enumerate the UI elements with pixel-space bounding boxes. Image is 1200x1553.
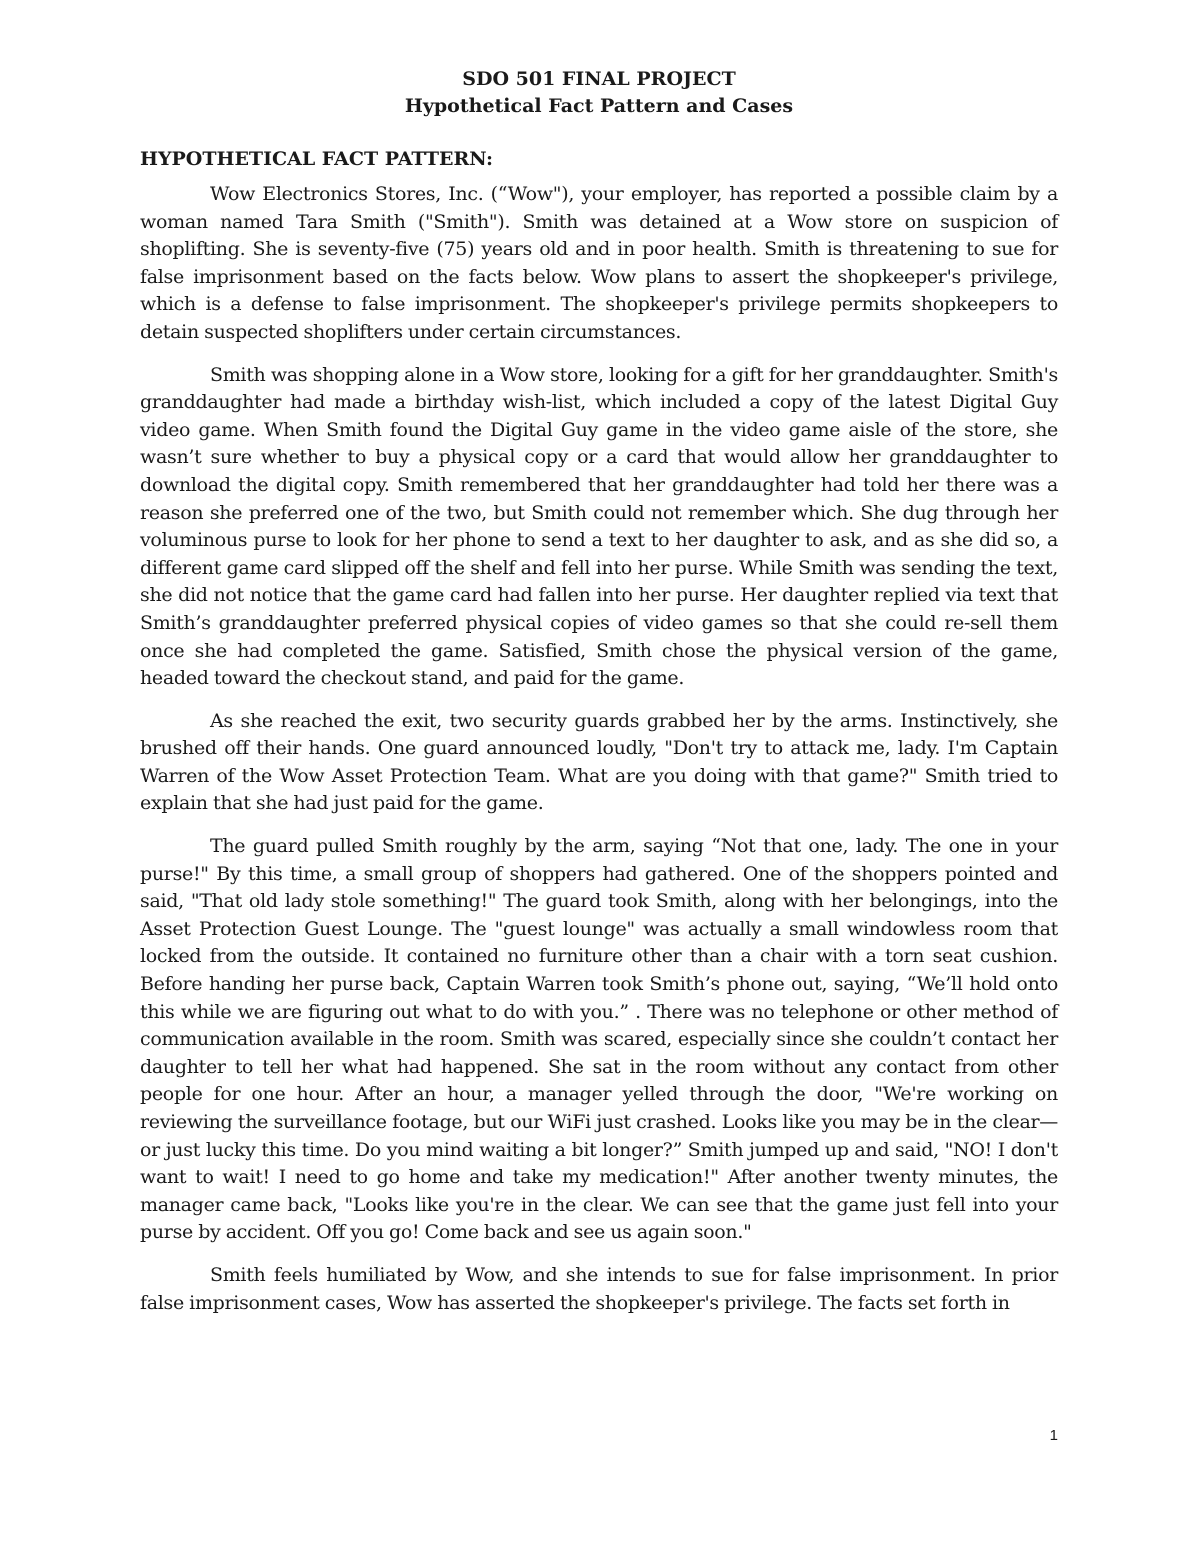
document-body	[140, 181, 1058, 1317]
section-heading: HYPOTHETICAL FACT PATTERN:	[140, 148, 493, 170]
paragraph-1: Wow Electronics Stores, Inc. (“Wow"), your employer, has reported a possible claim by a woman named Tara Smith ("Smith"). Smith was detained at a Wow store on suspicion of shoplifting. She is seventy-five (75) years old and in poor health. Smith is threatening to sue for false imprisonment based on the facts below. Wow plans to assert the shopkeeper's privilege, which is a defense to false imprisonment. The shopkeeper's privilege permits shopkeepers to detain suspected shoplifters under certain circumstances.	[140, 183, 1058, 343]
document-title: SDO 501 FINAL PROJECT	[462, 68, 736, 90]
document-header	[140, 66, 1058, 120]
document-subtitle: Hypothetical Fact Pattern and Cases	[404, 95, 794, 117]
paragraph-4: The guard pulled Smith roughly by the arm, saying “Not that one, lady. The one in your purse!" By this time, a small group of shoppers had gathered. One of the shoppers pointed and said, "That old lady stole something!" The guard took Smith, along with her belongings, into the Asset Protection Guest Lounge. The "guest lounge" was actually a small windowless room that locked from the outside. It contained no furniture other than a chair with a torn seat cushion. Before handing her purse back, Captain Warren took Smith’s phone out, saying, “We’ll hold onto this while we are figuring out what to do with you.” . There was no telephone or other method of communication available in the room. Smith was scared, especially since she couldn’t contact her daughter to tell her what had happened. She sat in the room without any contact from other people for one hour. After an hour, a manager yelled through the door, "We're working on reviewing the surveillance footage, but our WiFi just crashed. Looks like you may be in the clear—or just lucky this time. Do you mind waiting a bit longer?” Smith jumped up and said, "NO! I don't want to wait! I need to go home and take my medication!" After another twenty minutes, the manager came back, "Looks like you're in the clear. We can see that the game just fell into your purse by accident. Off you go! Come back and see us again soon."	[140, 835, 1058, 1244]
paragraph-3: As she reached the exit, two security guards grabbed her by the arms. Instinctively, she brushed off their hands. One guard announced loudly, "Don't try to attack me, lady. I'm Captain Warren of the Wow Asset Protection Team. What are you doing with that game?" Smith tried to explain that she had just paid for the game.	[140, 709, 1058, 815]
paragraph-5: Smith feels humiliated by Wow, and she intends to sue for false imprisonment. In prior false imprisonment cases, Wow has asserted the shopkeeper's privilege. The facts set forth in	[140, 1263, 1058, 1314]
paragraph-2: Smith was shopping alone in a Wow store, looking for a gift for her granddaughter. Smith's granddaughter had made a birthday wish-list, which included a copy of the latest Digital Guy video game. When Smith found the Digital Guy game in the video game aisle of the store, she wasn’t sure whether to buy a physical copy or a card that would allow her granddaughter to download the digital copy. Smith remembered that her granddaughter had told her there was a reason she preferred one of the two, but Smith could not remember which. She dug through her voluminous purse to look for her phone to send a text to her daughter to ask, and as she did so, a different game card slipped off the shelf and fell into her purse. While Smith was sending the text, she did not notice that the game card had fallen into her purse. Her daughter replied via text that Smith’s granddaughter preferred physical copies of video games so that she could re-sell them once she had completed the game. Satisfied, Smith chose the physical version of the game, headed toward the checkout stand, and paid for the game.	[140, 363, 1058, 690]
document-page	[140, 66, 1058, 1317]
page-number: 1	[1049, 1427, 1058, 1444]
